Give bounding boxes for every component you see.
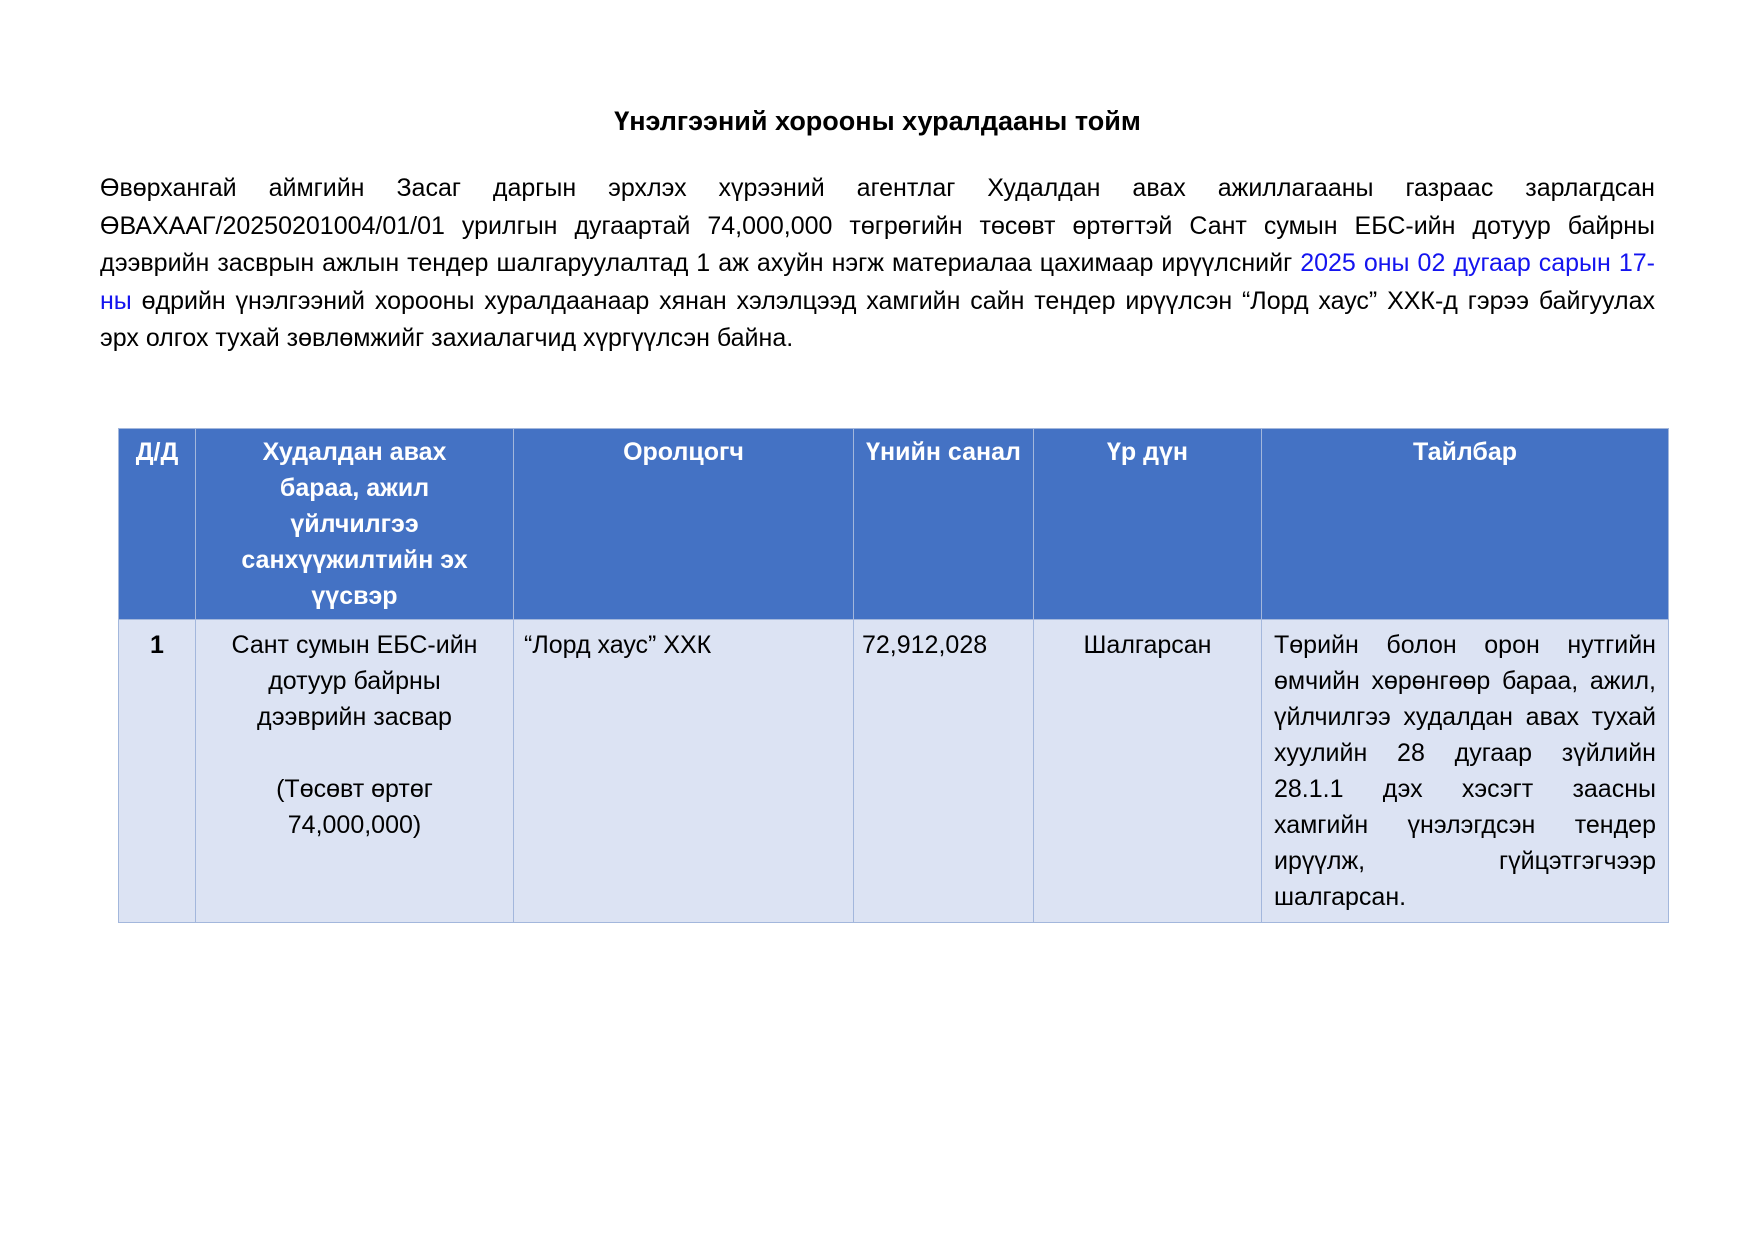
row-price-offer: 72,912,028 — [854, 619, 1034, 922]
header-remarks: Тайлбар — [1262, 428, 1669, 619]
summary-paragraph — [100, 170, 1655, 358]
header-number: Д/Д — [119, 428, 196, 619]
table-header-row — [119, 428, 1669, 619]
header-item-label: Худалдан авах бараа, ажил үйлчилгээ санхүүжилтийн эх үүсвэр — [241, 437, 468, 610]
row-participant: “Лорд хаус” ХХК — [514, 619, 854, 922]
table-row — [119, 619, 1669, 922]
row-item-cell — [196, 619, 514, 922]
paragraph-text-before-date: Өвөрхангай аймгийн Засаг даргын эрхлэх хүрээний агентлаг Худалдан авах ажиллагааны газраас зарлагдсан ӨВАХААГ/20250201004/01/01 урилгын дугаартай 74,000,000 төгрөгийн төсөвт өртөгтэй Сант сумын ЕБС-ийн дотуур байрны дээврийн засврын ажлын тендер шалгаруулалтад 1 аж ахуйн нэгж материалаа цахимаар ирүүлснийг — [100, 174, 1655, 277]
tender-summary-table — [118, 428, 1669, 923]
header-participant: Оролцогч — [514, 428, 854, 619]
paragraph-text-after-date: өдрийн үнэлгээний хорооны хуралдаанаар хянан хэлэлцээд хамгийн сайн тендер ирүүлсэн “Лорд хаус” ХХК-д гэрээ байгуулах эрх олгох тухай зөвлөмжийг захиалагчид хүргүүлсэн байна. — [100, 286, 1655, 352]
row-item-budget: (Төсөвт өртөг 74,000,000) — [276, 774, 433, 839]
row-result: Шалгарсан — [1034, 619, 1262, 922]
page-title: Үнэлгээний хорооны хуралдааны тойм — [614, 106, 1141, 136]
row-item-description: Сант сумын ЕБС-ийн дотуур байрны дээврийн засвар — [231, 630, 478, 731]
header-price-offer: Үнийн санал — [854, 428, 1034, 619]
row-number: 1 — [119, 619, 196, 922]
meeting-date-highlight: 2025 оны 02 дугаар сарын 17-ны — [100, 249, 1655, 315]
row-remarks: Төрийн болон орон нутгийн өмчийн хөрөнгөөр бараа, ажил, үйлчилгээ худалдан авах тухай хуулийн 28 дугаар зүйлийн 28.1.1 дэх хэсэгт заасны хамгийн үнэлэгдсэн тендер ирүүлж, гүйцэтгэгчээр шалгарсан. — [1262, 619, 1669, 922]
header-item — [196, 428, 514, 619]
header-result: Үр дүн — [1034, 428, 1262, 619]
